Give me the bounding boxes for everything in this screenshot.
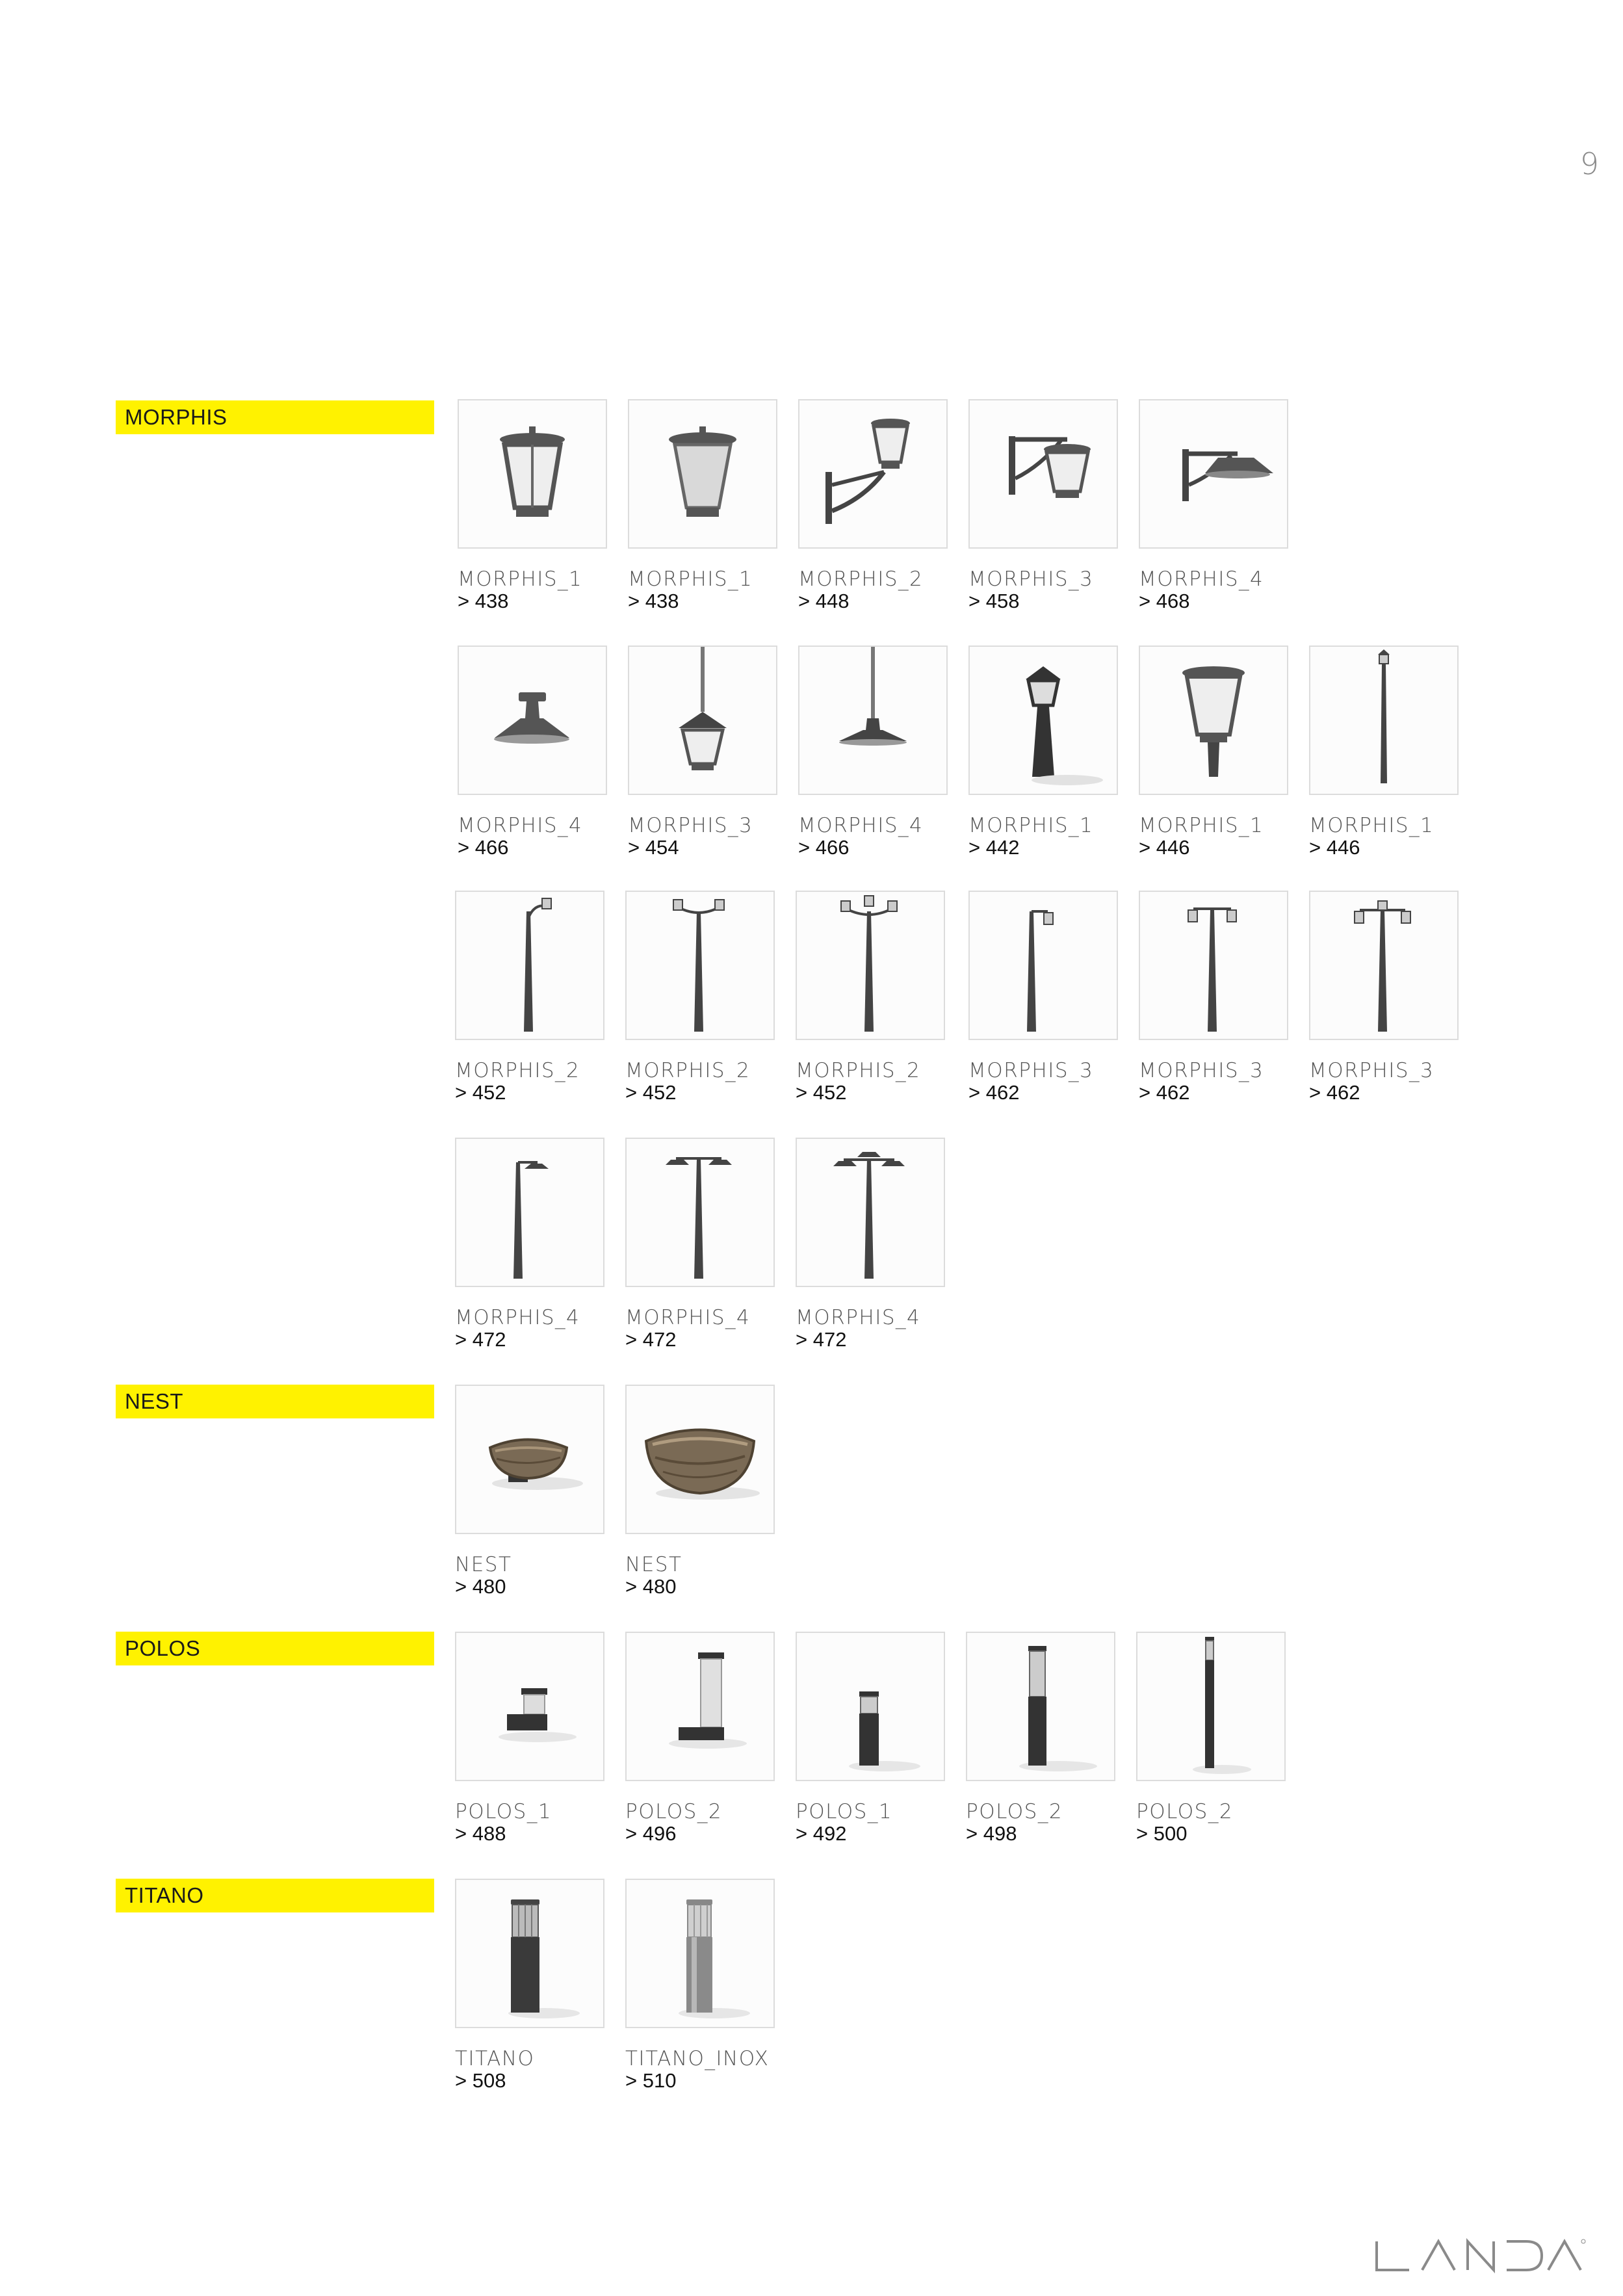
product-tile[interactable] (796, 891, 945, 1104)
lantern-wall-icon (459, 400, 606, 547)
product-name: MORPHIS_2 (798, 567, 924, 591)
page-reference[interactable]: > 496 (625, 1822, 677, 1845)
product-thumbnail[interactable] (625, 1632, 775, 1781)
page-reference[interactable]: > 472 (796, 1328, 847, 1351)
product-name: MORPHIS_2 (625, 1059, 751, 1082)
product-tile[interactable] (968, 646, 1118, 859)
product-thumbnail[interactable] (458, 399, 607, 549)
product-tile[interactable] (625, 891, 775, 1104)
product-tile[interactable] (968, 399, 1118, 612)
product-tile[interactable] (968, 891, 1118, 1104)
product-thumbnail[interactable] (1139, 399, 1288, 549)
nest-large-icon (627, 1386, 773, 1533)
bollard-tall-icon (1137, 1633, 1284, 1780)
page-reference[interactable]: > 458 (968, 590, 1020, 612)
page-reference[interactable]: > 452 (625, 1081, 677, 1104)
product-name: MORPHIS_4 (625, 1306, 751, 1329)
product-thumbnail[interactable] (1139, 646, 1288, 795)
product-thumbnail[interactable] (455, 1879, 604, 2028)
product-thumbnail[interactable] (1309, 646, 1459, 795)
product-tile[interactable] (1139, 891, 1288, 1104)
product-name: POLOS_2 (1136, 1800, 1234, 1823)
product-name: MORPHIS_1 (1139, 814, 1264, 837)
bollard-medium-icon (967, 1633, 1114, 1780)
product-name: POLOS_1 (455, 1800, 552, 1823)
product-tile[interactable] (455, 891, 604, 1104)
pole-triple-arm-icon (797, 892, 944, 1039)
product-thumbnail[interactable] (968, 891, 1118, 1040)
product-tile[interactable] (1139, 646, 1288, 859)
product-tile[interactable] (628, 646, 777, 859)
page-reference[interactable]: > 488 (455, 1822, 506, 1845)
page-reference[interactable]: > 438 (458, 590, 509, 612)
product-thumbnail[interactable] (625, 891, 775, 1040)
page-number: 9 (1579, 146, 1599, 181)
page-reference[interactable]: > 472 (455, 1328, 506, 1351)
landa-logo-icon (1371, 2236, 1586, 2275)
product-name: NEST (455, 1553, 512, 1576)
product-thumbnail[interactable] (968, 646, 1118, 795)
post-top-lantern-icon (1140, 647, 1287, 794)
product-name: MORPHIS_2 (455, 1059, 580, 1082)
pole-single-hang-icon (970, 892, 1117, 1039)
product-thumbnail[interactable] (625, 1385, 775, 1534)
lantern-bracket-hang-icon (970, 400, 1117, 547)
product-name: MORPHIS_3 (968, 567, 1094, 591)
product-tile[interactable] (458, 646, 607, 859)
lantern-bracket-top-icon (799, 400, 946, 547)
product-name: TITANO_INOX (625, 2047, 770, 2070)
wall-lamp-tall-icon (627, 1633, 773, 1780)
product-thumbnail[interactable] (458, 646, 607, 795)
product-name: MORPHIS_1 (1309, 814, 1435, 837)
product-thumbnail[interactable] (1309, 891, 1459, 1040)
product-name: MORPHIS_1 (968, 814, 1094, 837)
product-name: MORPHIS_1 (458, 567, 583, 591)
product-tile[interactable] (455, 1632, 604, 1845)
product-tile[interactable] (966, 1632, 1115, 1845)
brand-logo (1371, 2236, 1586, 2275)
product-thumbnail[interactable] (625, 1138, 775, 1287)
product-name: NEST (625, 1553, 682, 1576)
product-tile[interactable] (455, 1138, 604, 1351)
product-tile[interactable] (625, 1632, 775, 1845)
product-thumbnail[interactable] (455, 1632, 604, 1781)
page-reference[interactable]: > 466 (458, 836, 509, 859)
product-tile[interactable] (455, 1879, 604, 2092)
product-tile[interactable] (1309, 891, 1459, 1104)
product-thumbnail[interactable] (968, 399, 1118, 549)
page-reference[interactable]: > 466 (798, 836, 850, 859)
section-label-polos: POLOS (116, 1632, 434, 1665)
page-reference[interactable]: > 508 (455, 2069, 506, 2092)
product-thumbnail[interactable] (1139, 891, 1288, 1040)
product-tile[interactable] (458, 399, 607, 612)
product-tile[interactable] (796, 1632, 945, 1845)
product-name: MORPHIS_2 (796, 1059, 921, 1082)
product-tile[interactable] (628, 399, 777, 612)
nest-small-icon (456, 1386, 603, 1533)
product-name: MORPHIS_1 (628, 567, 753, 591)
page-reference[interactable]: > 498 (966, 1822, 1017, 1845)
product-name: MORPHIS_3 (1309, 1059, 1435, 1082)
bollard-lantern-icon (970, 647, 1117, 794)
product-tile[interactable] (1139, 399, 1288, 612)
pendant-lantern-icon (629, 647, 776, 794)
product-name: MORPHIS_4 (798, 814, 924, 837)
section-label-nest: NEST (116, 1385, 434, 1418)
product-thumbnail[interactable] (966, 1632, 1115, 1781)
product-name: MORPHIS_3 (628, 814, 753, 837)
pendant-flat-icon (799, 647, 946, 794)
product-thumbnail[interactable] (1136, 1632, 1286, 1781)
page-reference[interactable]: > 448 (798, 590, 850, 612)
section-label-titano: TITANO (116, 1879, 434, 1912)
page-reference[interactable]: > 442 (968, 836, 1020, 859)
bollard-steel-icon (627, 1880, 773, 2027)
page-reference[interactable]: > 454 (628, 836, 679, 859)
pole-double-flat-icon (627, 1139, 773, 1286)
product-name: MORPHIS_3 (1139, 1059, 1264, 1082)
wall-lamp-short-icon (456, 1633, 603, 1780)
product-thumbnail[interactable] (455, 1138, 604, 1287)
page-reference[interactable]: > 472 (625, 1328, 677, 1351)
page-reference[interactable]: > 438 (628, 590, 679, 612)
lantern-frosted-icon (629, 400, 776, 547)
product-tile[interactable] (625, 1138, 775, 1351)
page-reference[interactable]: > 480 (455, 1575, 506, 1598)
product-thumbnail[interactable] (628, 399, 777, 549)
product-name: POLOS_1 (796, 1800, 893, 1823)
section-label-morphis: MORPHIS (116, 400, 434, 434)
product-tile[interactable] (455, 1385, 604, 1598)
page-reference[interactable]: > 500 (1136, 1822, 1188, 1845)
product-tile[interactable] (796, 1138, 945, 1351)
product-thumbnail[interactable] (798, 399, 948, 549)
page-reference[interactable]: > 462 (968, 1081, 1020, 1104)
product-name: POLOS_2 (966, 1800, 1063, 1823)
product-thumbnail[interactable] (796, 1138, 945, 1287)
page-reference[interactable]: > 452 (455, 1081, 506, 1104)
product-tile[interactable] (625, 1879, 775, 2092)
page-reference[interactable]: > 480 (625, 1575, 677, 1598)
product-name: MORPHIS_4 (455, 1306, 580, 1329)
page-reference[interactable]: > 446 (1139, 836, 1190, 859)
product-thumbnail[interactable] (455, 1385, 604, 1534)
ceiling-lamp-icon (459, 647, 606, 794)
page-reference[interactable]: > 468 (1139, 590, 1190, 612)
product-thumbnail[interactable] (796, 891, 945, 1040)
pole-single-arm-icon (456, 892, 603, 1039)
page-reference[interactable]: > 446 (1309, 836, 1360, 859)
pole-triple-hang-icon (1310, 892, 1457, 1039)
bollard-short-icon (797, 1633, 944, 1780)
product-tile[interactable] (625, 1385, 775, 1598)
product-thumbnail[interactable] (798, 646, 948, 795)
page-reference[interactable]: > 452 (796, 1081, 847, 1104)
tall-pole-lantern-icon (1310, 647, 1457, 794)
page-reference[interactable]: > 462 (1139, 1081, 1190, 1104)
product-tile[interactable] (1136, 1632, 1286, 1845)
product-name: MORPHIS_4 (458, 814, 583, 837)
page-reference[interactable]: > 462 (1309, 1081, 1360, 1104)
product-name: MORPHIS_3 (968, 1059, 1094, 1082)
product-name: MORPHIS_4 (796, 1306, 921, 1329)
page-reference[interactable]: > 492 (796, 1822, 847, 1845)
product-name: POLOS_2 (625, 1800, 723, 1823)
product-thumbnail[interactable] (628, 646, 777, 795)
pole-single-flat-icon (456, 1139, 603, 1286)
bollard-dark-icon (456, 1880, 603, 2027)
pole-double-hang-icon (1140, 892, 1287, 1039)
product-tile[interactable] (798, 399, 948, 612)
pole-double-arm-icon (627, 892, 773, 1039)
product-thumbnail[interactable] (796, 1632, 945, 1781)
product-thumbnail[interactable] (625, 1879, 775, 2028)
product-tile[interactable] (798, 646, 948, 859)
lamp-bracket-flat-icon (1140, 400, 1287, 547)
product-thumbnail[interactable] (455, 891, 604, 1040)
page-reference[interactable]: > 510 (625, 2069, 677, 2092)
product-name: TITANO (455, 2047, 535, 2070)
product-tile[interactable] (1309, 646, 1459, 859)
product-name: MORPHIS_4 (1139, 567, 1264, 591)
pole-triple-flat-icon (797, 1139, 944, 1286)
